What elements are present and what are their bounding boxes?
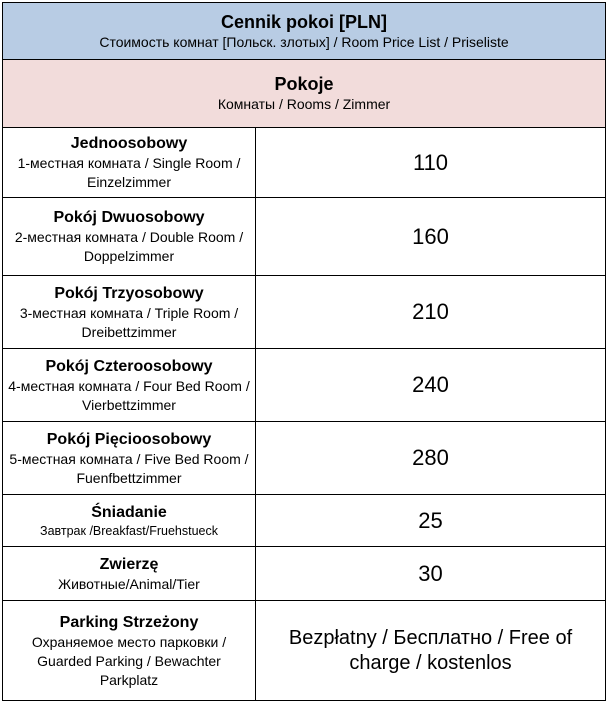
price-list-subtitle: Стоимость комнат [Польск. злотых] / Room Price List / Priseliste [99, 33, 509, 50]
item-price: 160 [412, 223, 449, 249]
item-price: 110 [412, 149, 449, 175]
item-description: 5-местная комната / Five Bed Room / Fuenfbettzimmer [9, 450, 249, 486]
rooms-section-cell [3, 60, 606, 128]
item-price: 280 [412, 445, 449, 470]
price-cell [256, 276, 606, 349]
price-cell [256, 349, 606, 422]
table-header-cell [3, 3, 606, 60]
item-name: Pokój Czteroosobowy [45, 357, 213, 375]
item-description: Завтрак /Breakfast/Fruehstueck [40, 523, 218, 538]
item-cell [3, 276, 256, 349]
price-list-title: Cennik pokoi [PLN] [221, 11, 387, 32]
price-cell [256, 547, 606, 601]
item-cell [3, 547, 256, 601]
table-row [3, 547, 606, 601]
price-cell [256, 422, 606, 495]
item-name: Pokój Dwuosobowy [53, 209, 205, 226]
rooms-section-row [3, 60, 606, 128]
table-row [3, 422, 606, 495]
item-description: Животные/Animal/Tier [58, 575, 200, 592]
rooms-section-subtitle: Комнаты / Rooms / Zimmer [217, 96, 391, 112]
item-cell [3, 128, 256, 198]
item-cell [3, 198, 256, 276]
rooms-section-title: Pokoje [274, 74, 334, 94]
price-cell [256, 601, 606, 701]
table-row [3, 601, 606, 701]
item-cell [3, 422, 256, 495]
item-name: Pokój Pięcioosobowy [46, 430, 212, 448]
price-table [2, 2, 606, 701]
item-cell [3, 495, 256, 547]
item-name: Zwierzę [99, 555, 159, 573]
item-price: 210 [412, 299, 449, 324]
table-row [3, 495, 606, 547]
table-row [3, 128, 606, 198]
price-cell [256, 128, 606, 198]
item-price: 30 [418, 560, 443, 586]
item-description: 2-местная комната / Double Room / Doppelzimmer [14, 229, 244, 264]
item-name: Pokój Trzyosobowy [54, 284, 204, 302]
table-row [3, 276, 606, 349]
table-row [3, 349, 606, 422]
item-name: Parking Strzeżony [59, 613, 199, 631]
price-cell [256, 495, 606, 547]
item-description: 3-местная комната / Triple Room / Dreibettzimmer [19, 304, 239, 340]
item-description: 1-местная комната / Single Room / Einzelzimmer [17, 155, 241, 190]
item-name: Jednoosobowy [70, 135, 188, 152]
price-cell [256, 198, 606, 276]
item-cell [3, 601, 256, 701]
table-row [3, 198, 606, 276]
item-cell [3, 349, 256, 422]
table-header-row [3, 3, 606, 60]
item-price: Bezpłatny / Бесплатно / Free of charge / kostenlos [288, 626, 573, 674]
item-name: Śniadanie [91, 503, 167, 521]
item-description: 4-местная комната / Four Bed Room / Vierbettzimmer [8, 377, 250, 413]
item-price: 25 [418, 507, 443, 533]
item-price: 240 [412, 372, 449, 397]
item-description: Охраняемое место парковки / Guarded Parking / Bewachter Parkplatz [31, 633, 227, 688]
